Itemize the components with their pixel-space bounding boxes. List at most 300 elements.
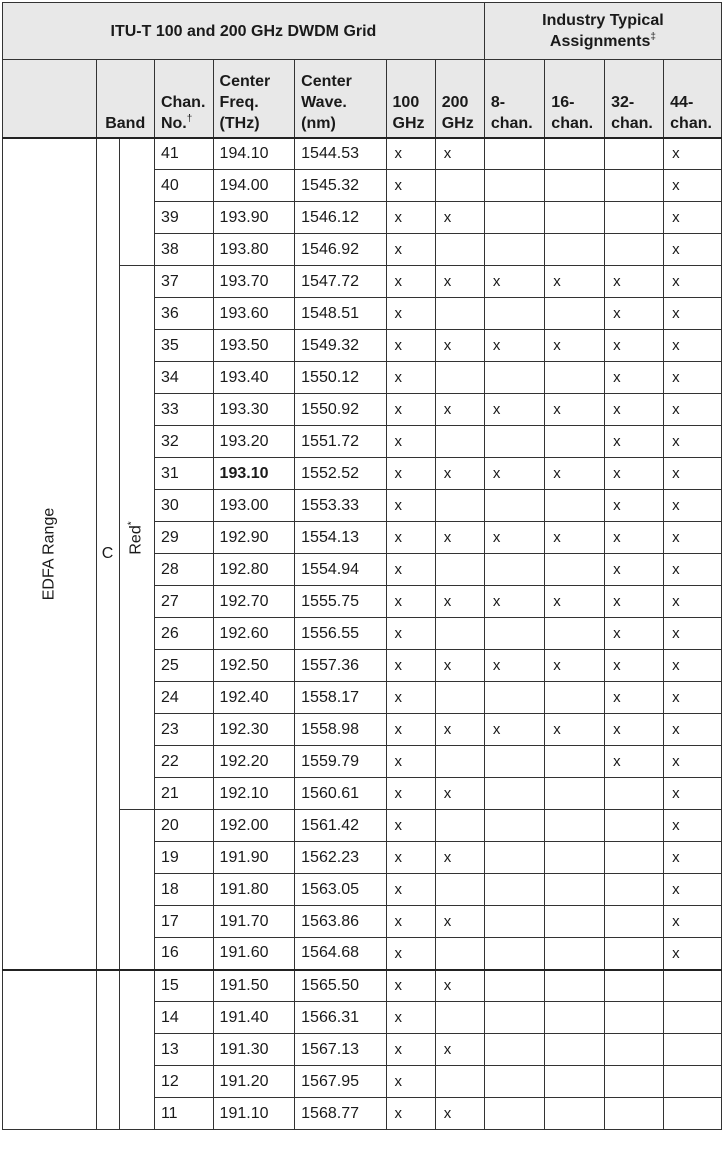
cell-freq: 193.20 — [213, 426, 295, 458]
chan-footnote-mark: † — [186, 113, 193, 125]
cell-g200: x — [435, 778, 484, 810]
cell-c8: x — [484, 394, 544, 426]
header-row-columns — [3, 60, 722, 138]
cell-freq: 193.80 — [213, 234, 295, 266]
cell-c16 — [545, 554, 605, 586]
cell-c32: x — [605, 554, 664, 586]
cell-chan: 12 — [154, 1066, 213, 1098]
cell-chan: 11 — [154, 1098, 213, 1130]
cell-c16 — [545, 842, 605, 874]
header-wave-line1: Center — [301, 72, 352, 90]
cell-c32: x — [605, 650, 664, 682]
cell-c44 — [664, 1098, 722, 1130]
cell-c16 — [545, 170, 605, 202]
cell-freq: 191.50 — [213, 970, 295, 1002]
cell-c32: x — [605, 522, 664, 554]
header-8-chan — [484, 60, 544, 138]
cell-c8: x — [484, 714, 544, 746]
grid-title — [3, 3, 485, 60]
header-8-chan-line2: chan. — [490, 114, 533, 132]
cell-freq: 193.50 — [213, 330, 295, 362]
cell-c32: x — [605, 490, 664, 522]
cell-chan: 34 — [154, 362, 213, 394]
header-freq-line3: (THz) — [219, 114, 260, 132]
cell-c32 — [605, 138, 664, 170]
header-44-chan-line1: 44- — [670, 93, 694, 111]
cell-chan: 23 — [154, 714, 213, 746]
cell-c16 — [545, 234, 605, 266]
header-100ghz-line1: 100 — [392, 93, 420, 111]
cell-freq: 191.40 — [213, 1002, 295, 1034]
cell-freq: 193.90 — [213, 202, 295, 234]
cell-c44: x — [664, 234, 722, 266]
cell-c44: x — [664, 938, 722, 970]
cell-g100: x — [386, 970, 435, 1002]
subband-lower-blank — [119, 810, 154, 970]
cell-freq: 191.10 — [213, 1098, 295, 1130]
cell-wave: 1546.12 — [295, 202, 386, 234]
cell-c32: x — [605, 586, 664, 618]
header-44-chan — [664, 60, 722, 138]
cell-c32 — [605, 1098, 664, 1130]
cell-chan: 16 — [154, 938, 213, 970]
cell-chan: 38 — [154, 234, 213, 266]
cell-g200: x — [435, 330, 484, 362]
cell-g100: x — [386, 874, 435, 906]
cell-c8 — [484, 298, 544, 330]
cell-c16 — [545, 426, 605, 458]
band-blank-cell — [96, 970, 119, 1130]
header-center-freq — [213, 60, 295, 138]
header-freq-line1: Center — [219, 72, 271, 90]
cell-g200: x — [435, 650, 484, 682]
cell-g100: x — [386, 234, 435, 266]
cell-freq: 193.40 — [213, 362, 295, 394]
cell-g200: x — [435, 458, 484, 490]
cell-chan: 33 — [154, 394, 213, 426]
cell-chan: 31 — [154, 458, 213, 490]
cell-g200: x — [435, 970, 484, 1002]
cell-g200 — [435, 746, 484, 778]
cell-c8 — [484, 810, 544, 842]
cell-c16 — [545, 138, 605, 170]
cell-c32 — [605, 234, 664, 266]
edfa-range-cell — [3, 138, 97, 970]
cell-c44: x — [664, 778, 722, 810]
cell-c32: x — [605, 362, 664, 394]
cell-c16 — [545, 682, 605, 714]
cell-wave: 1565.50 — [295, 970, 386, 1002]
cell-chan: 30 — [154, 490, 213, 522]
cell-g100: x — [386, 522, 435, 554]
cell-wave: 1566.31 — [295, 1002, 386, 1034]
cell-wave: 1567.95 — [295, 1066, 386, 1098]
cell-c16 — [545, 1002, 605, 1034]
cell-chan: 28 — [154, 554, 213, 586]
cell-c16 — [545, 746, 605, 778]
subband-red-label — [128, 521, 146, 554]
cell-g100: x — [386, 586, 435, 618]
cell-g100: x — [386, 394, 435, 426]
cell-g100: x — [386, 906, 435, 938]
industry-title-line1: Industry Typical — [542, 12, 664, 29]
cell-c16 — [545, 778, 605, 810]
cell-g100: x — [386, 138, 435, 170]
cell-c32: x — [605, 266, 664, 298]
cell-wave: 1547.72 — [295, 266, 386, 298]
cell-c44: x — [664, 874, 722, 906]
cell-wave: 1561.42 — [295, 810, 386, 842]
cell-g100: x — [386, 330, 435, 362]
cell-wave: 1559.79 — [295, 746, 386, 778]
cell-g100: x — [386, 714, 435, 746]
cell-wave: 1554.94 — [295, 554, 386, 586]
cell-wave: 1555.75 — [295, 586, 386, 618]
cell-wave: 1562.23 — [295, 842, 386, 874]
cell-wave: 1544.53 — [295, 138, 386, 170]
cell-c44: x — [664, 746, 722, 778]
cell-wave: 1545.32 — [295, 170, 386, 202]
industry-title — [484, 3, 721, 60]
cell-wave: 1546.92 — [295, 234, 386, 266]
cell-c44: x — [664, 650, 722, 682]
header-chan-no — [154, 60, 213, 138]
cell-chan: 36 — [154, 298, 213, 330]
dwdm-grid-table — [2, 2, 722, 1130]
cell-c16: x — [545, 586, 605, 618]
cell-freq: 192.80 — [213, 554, 295, 586]
header-chan-line2: No. — [160, 114, 187, 132]
cell-c8 — [484, 842, 544, 874]
cell-chan: 25 — [154, 650, 213, 682]
cell-c8 — [484, 426, 544, 458]
cell-freq: 192.30 — [213, 714, 295, 746]
cell-wave: 1563.05 — [295, 874, 386, 906]
cell-c8: x — [484, 650, 544, 682]
cell-g100: x — [386, 1034, 435, 1066]
cell-freq: 193.70 — [213, 266, 295, 298]
cell-g200 — [435, 170, 484, 202]
cell-c16 — [545, 362, 605, 394]
cell-c32 — [605, 810, 664, 842]
cell-chan: 17 — [154, 906, 213, 938]
cell-c16 — [545, 874, 605, 906]
cell-c16 — [545, 938, 605, 970]
header-200ghz — [435, 60, 484, 138]
cell-c8 — [484, 778, 544, 810]
cell-c44: x — [664, 458, 722, 490]
cell-c16: x — [545, 650, 605, 682]
cell-c8 — [484, 1098, 544, 1130]
cell-chan: 19 — [154, 842, 213, 874]
cell-c32: x — [605, 426, 664, 458]
cell-g100: x — [386, 810, 435, 842]
cell-g200: x — [435, 394, 484, 426]
header-wave-line3: (nm) — [301, 114, 336, 132]
cell-g200: x — [435, 266, 484, 298]
cell-c32 — [605, 778, 664, 810]
cell-c16 — [545, 1034, 605, 1066]
range-blank-cell — [3, 970, 97, 1130]
cell-c8 — [484, 970, 544, 1002]
grid-title-text: ITU-T 100 and 200 GHz DWDM Grid — [110, 22, 377, 40]
cell-g200: x — [435, 138, 484, 170]
cell-freq: 193.60 — [213, 298, 295, 330]
cell-freq: 192.20 — [213, 746, 295, 778]
header-center-wave — [295, 60, 386, 138]
cell-c44: x — [664, 906, 722, 938]
cell-c8 — [484, 1034, 544, 1066]
cell-chan: 22 — [154, 746, 213, 778]
cell-c32: x — [605, 458, 664, 490]
cell-chan: 21 — [154, 778, 213, 810]
cell-c32 — [605, 1002, 664, 1034]
cell-c44: x — [664, 522, 722, 554]
cell-g100: x — [386, 170, 435, 202]
header-32-chan-line2: chan. — [611, 114, 653, 132]
cell-c8 — [484, 138, 544, 170]
cell-c32 — [605, 874, 664, 906]
cell-chan: 20 — [154, 810, 213, 842]
cell-wave: 1564.68 — [295, 938, 386, 970]
cell-c8 — [484, 938, 544, 970]
cell-g100: x — [386, 682, 435, 714]
cell-c8: x — [484, 458, 544, 490]
cell-c8 — [484, 906, 544, 938]
cell-c44: x — [664, 330, 722, 362]
cell-c44: x — [664, 618, 722, 650]
cell-c16: x — [545, 330, 605, 362]
cell-c8 — [484, 1066, 544, 1098]
cell-chan: 32 — [154, 426, 213, 458]
cell-c44: x — [664, 266, 722, 298]
cell-c32: x — [605, 714, 664, 746]
cell-g200 — [435, 1002, 484, 1034]
industry-footnote-mark: ‡ — [650, 31, 656, 43]
cell-g100: x — [386, 842, 435, 874]
cell-c16 — [545, 810, 605, 842]
subband-extended-blank — [119, 970, 154, 1130]
cell-freq: 191.80 — [213, 874, 295, 906]
header-chan-line1: Chan. — [160, 93, 206, 111]
cell-g100: x — [386, 458, 435, 490]
cell-g100: x — [386, 490, 435, 522]
band-c-cell: C — [96, 138, 119, 970]
subband-blue-blank — [119, 138, 154, 266]
cell-c16: x — [545, 714, 605, 746]
cell-freq: 191.70 — [213, 906, 295, 938]
header-edfa-blank — [3, 60, 97, 138]
cell-g100: x — [386, 1098, 435, 1130]
cell-c32 — [605, 938, 664, 970]
cell-g200 — [435, 618, 484, 650]
cell-wave: 1552.52 — [295, 458, 386, 490]
cell-g100: x — [386, 298, 435, 330]
cell-c8 — [484, 874, 544, 906]
cell-g200 — [435, 1066, 484, 1098]
cell-c16: x — [545, 522, 605, 554]
cell-g100: x — [386, 202, 435, 234]
cell-freq: 192.00 — [213, 810, 295, 842]
cell-c44: x — [664, 394, 722, 426]
cell-c32 — [605, 170, 664, 202]
header-wave-line2: Wave. — [301, 93, 347, 111]
cell-freq: 194.00 — [213, 170, 295, 202]
table-row — [3, 970, 722, 1002]
cell-g200 — [435, 490, 484, 522]
cell-c16 — [545, 490, 605, 522]
cell-c8 — [484, 202, 544, 234]
cell-g200 — [435, 362, 484, 394]
cell-wave: 1560.61 — [295, 778, 386, 810]
cell-wave: 1553.33 — [295, 490, 386, 522]
cell-g200 — [435, 554, 484, 586]
header-44-chan-line2: chan. — [670, 114, 712, 132]
cell-chan: 35 — [154, 330, 213, 362]
cell-c8 — [484, 618, 544, 650]
cell-freq: 192.70 — [213, 586, 295, 618]
cell-g200 — [435, 426, 484, 458]
cell-c44: x — [664, 298, 722, 330]
cell-c8 — [484, 234, 544, 266]
cell-wave: 1558.98 — [295, 714, 386, 746]
header-16-chan-line2: chan. — [551, 114, 594, 132]
cell-c16: x — [545, 458, 605, 490]
cell-c32 — [605, 1034, 664, 1066]
header-200ghz-line1: 200 — [441, 93, 469, 111]
cell-c32 — [605, 842, 664, 874]
cell-g200: x — [435, 202, 484, 234]
cell-chan: 37 — [154, 266, 213, 298]
cell-c8 — [484, 554, 544, 586]
cell-chan: 15 — [154, 970, 213, 1002]
cell-c44: x — [664, 586, 722, 618]
cell-freq: 193.00 — [213, 490, 295, 522]
subband-red-text: Red — [127, 524, 145, 555]
cell-wave: 1548.51 — [295, 298, 386, 330]
cell-c8 — [484, 1002, 544, 1034]
cell-chan: 14 — [154, 1002, 213, 1034]
cell-g200 — [435, 874, 484, 906]
cell-c44: x — [664, 554, 722, 586]
cell-freq: 192.40 — [213, 682, 295, 714]
cell-freq: 191.30 — [213, 1034, 295, 1066]
cell-c44: x — [664, 362, 722, 394]
cell-c44: x — [664, 490, 722, 522]
cell-c8 — [484, 682, 544, 714]
cell-c16: x — [545, 394, 605, 426]
cell-g200: x — [435, 714, 484, 746]
cell-c44 — [664, 1034, 722, 1066]
cell-c8: x — [484, 522, 544, 554]
grid-body — [3, 138, 722, 1130]
cell-chan: 41 — [154, 138, 213, 170]
cell-g100: x — [386, 778, 435, 810]
cell-c44: x — [664, 202, 722, 234]
cell-wave: 1554.13 — [295, 522, 386, 554]
header-32-chan-line1: 32- — [611, 93, 635, 111]
cell-freq: 192.10 — [213, 778, 295, 810]
cell-chan: 39 — [154, 202, 213, 234]
cell-chan: 13 — [154, 1034, 213, 1066]
cell-c44: x — [664, 426, 722, 458]
cell-c32: x — [605, 746, 664, 778]
cell-freq: 193.30 — [213, 394, 295, 426]
cell-g200: x — [435, 842, 484, 874]
cell-g200: x — [435, 586, 484, 618]
cell-g100: x — [386, 650, 435, 682]
cell-c8 — [484, 362, 544, 394]
cell-wave: 1551.72 — [295, 426, 386, 458]
cell-wave: 1568.77 — [295, 1098, 386, 1130]
cell-chan: 18 — [154, 874, 213, 906]
cell-g200 — [435, 682, 484, 714]
header-8-chan-line1: 8- — [490, 93, 506, 111]
cell-freq: 192.60 — [213, 618, 295, 650]
cell-c16 — [545, 618, 605, 650]
cell-c44: x — [664, 682, 722, 714]
header-100ghz — [386, 60, 435, 138]
header-200ghz-line2: GHz — [441, 114, 474, 132]
industry-title-line2: Assignments — [549, 33, 651, 50]
header-16-chan-line1: 16- — [551, 93, 575, 111]
cell-g100: x — [386, 426, 435, 458]
cell-g200 — [435, 234, 484, 266]
cell-g200: x — [435, 906, 484, 938]
cell-c44: x — [664, 842, 722, 874]
cell-wave: 1557.36 — [295, 650, 386, 682]
cell-c8 — [484, 490, 544, 522]
cell-freq: 192.50 — [213, 650, 295, 682]
header-row-top — [3, 3, 722, 60]
cell-g200: x — [435, 1034, 484, 1066]
cell-wave: 1549.32 — [295, 330, 386, 362]
cell-c16 — [545, 970, 605, 1002]
cell-c44: x — [664, 810, 722, 842]
cell-c44 — [664, 970, 722, 1002]
cell-wave: 1556.55 — [295, 618, 386, 650]
cell-c32: x — [605, 682, 664, 714]
cell-freq: 192.90 — [213, 522, 295, 554]
red-footnote-mark: * — [126, 520, 138, 525]
header-band: Band — [96, 60, 154, 138]
cell-c8: x — [484, 266, 544, 298]
cell-c16: x — [545, 266, 605, 298]
cell-g100: x — [386, 746, 435, 778]
cell-c44: x — [664, 170, 722, 202]
cell-c8: x — [484, 586, 544, 618]
cell-chan: 24 — [154, 682, 213, 714]
cell-wave: 1563.86 — [295, 906, 386, 938]
cell-c44: x — [664, 714, 722, 746]
cell-wave: 1550.12 — [295, 362, 386, 394]
cell-freq: 191.60 — [213, 938, 295, 970]
cell-chan: 27 — [154, 586, 213, 618]
cell-c16 — [545, 298, 605, 330]
cell-g100: x — [386, 618, 435, 650]
cell-c32 — [605, 1066, 664, 1098]
header-freq-line2: Freq. — [219, 93, 259, 111]
cell-c32 — [605, 970, 664, 1002]
cell-c16 — [545, 1098, 605, 1130]
cell-c8: x — [484, 330, 544, 362]
cell-c32 — [605, 906, 664, 938]
cell-chan: 29 — [154, 522, 213, 554]
cell-g100: x — [386, 1002, 435, 1034]
header-32-chan — [605, 60, 664, 138]
cell-c44: x — [664, 138, 722, 170]
cell-wave: 1558.17 — [295, 682, 386, 714]
